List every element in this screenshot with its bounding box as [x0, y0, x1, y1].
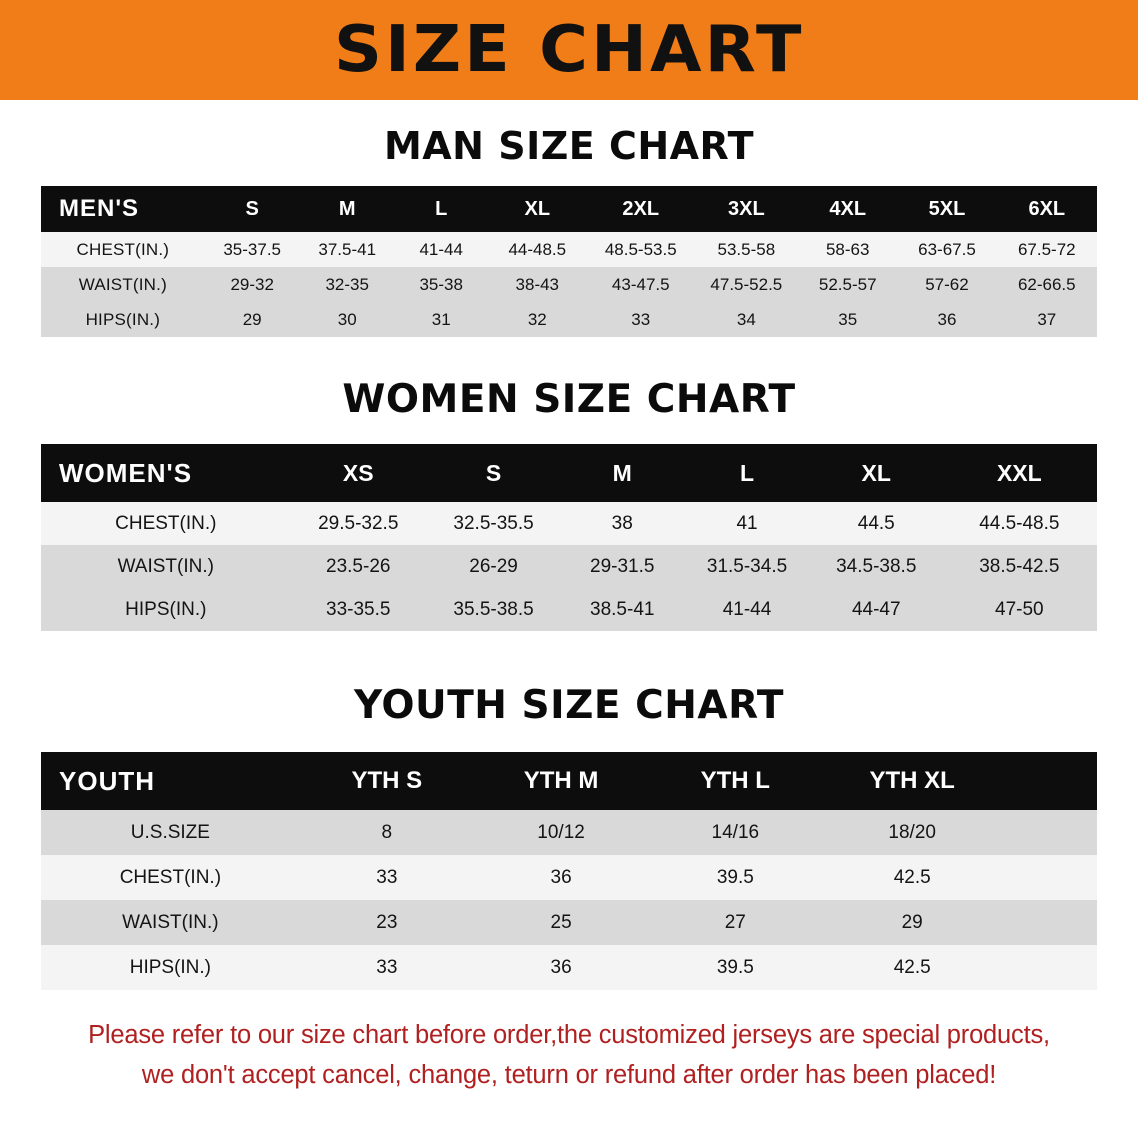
- women-table-header-row: [41, 444, 1097, 502]
- youth-cell: 8: [300, 810, 474, 855]
- man-cell: 44-48.5: [488, 232, 587, 267]
- women-cell: 26-29: [426, 545, 561, 588]
- youth-cell-spacer: [1002, 855, 1097, 900]
- youth-cell-spacer: [1002, 810, 1097, 855]
- man-cell: 63-67.5: [897, 232, 996, 267]
- women-cell: 41: [683, 502, 811, 545]
- women-cell: 31.5-34.5: [683, 545, 811, 588]
- women-row-label: WAIST(IN.): [41, 545, 291, 588]
- youth-cell-spacer: [1002, 945, 1097, 990]
- youth-header-label: YOUTH: [59, 765, 155, 796]
- man-cell: 33: [587, 302, 695, 337]
- women-cell: 38.5-42.5: [942, 545, 1097, 588]
- youth-cell: 36: [474, 945, 648, 990]
- youth-row-label: HIPS(IN.): [41, 945, 300, 990]
- man-header-cell: 6XL: [1028, 197, 1066, 220]
- youth-cell: 42.5: [822, 855, 1002, 900]
- youth-row-label: WAIST(IN.): [41, 900, 300, 945]
- man-cell: 35-38: [395, 267, 488, 302]
- youth-cell: 39.5: [648, 945, 822, 990]
- women-cell: 44.5-48.5: [942, 502, 1097, 545]
- women-row-label: CHEST(IN.): [41, 502, 291, 545]
- man-cell: 37.5-41: [300, 232, 395, 267]
- women-header-cell: M: [612, 459, 632, 486]
- youth-cell: 18/20: [822, 810, 1002, 855]
- man-cell: 32: [488, 302, 587, 337]
- women-cell: 41-44: [683, 588, 811, 631]
- table-row: [41, 588, 1097, 631]
- man-cell: 38-43: [488, 267, 587, 302]
- man-cell: 29-32: [205, 267, 300, 302]
- man-cell: 31: [395, 302, 488, 337]
- man-cell: 29: [205, 302, 300, 337]
- women-cell: 23.5-26: [291, 545, 426, 588]
- man-cell: 34: [695, 302, 798, 337]
- youth-cell: 36: [474, 855, 648, 900]
- youth-row-label: CHEST(IN.): [41, 855, 300, 900]
- youth-table-wrapper: [41, 752, 1097, 990]
- man-table-wrapper: [41, 186, 1097, 337]
- youth-size-table: [41, 752, 1097, 990]
- women-size-table: [41, 444, 1097, 631]
- women-header-cell: S: [485, 459, 502, 486]
- table-row: [41, 900, 1097, 945]
- women-cell: 32.5-35.5: [426, 502, 561, 545]
- table-row: [41, 545, 1097, 588]
- youth-cell: 42.5: [822, 945, 1002, 990]
- table-row: [41, 267, 1097, 302]
- youth-header-cell: YTH XL: [869, 767, 955, 794]
- man-header-cell: M: [338, 197, 356, 220]
- youth-cell: 14/16: [648, 810, 822, 855]
- youth-table-header-row: [41, 752, 1097, 810]
- women-cell: 29.5-32.5: [291, 502, 426, 545]
- man-cell: 35: [798, 302, 897, 337]
- women-header-cell: XXL: [996, 459, 1042, 486]
- man-cell: 35-37.5: [205, 232, 300, 267]
- youth-header-cell: YTH S: [351, 767, 423, 794]
- women-cell: 33-35.5: [291, 588, 426, 631]
- man-header-cell: 5XL: [928, 197, 966, 220]
- man-header-cell: S: [245, 197, 259, 220]
- man-cell: 57-62: [897, 267, 996, 302]
- table-row: [41, 810, 1097, 855]
- man-header-cell: 2XL: [622, 197, 660, 220]
- man-section-heading: MAN SIZE CHART: [383, 124, 755, 168]
- banner: [0, 0, 1138, 100]
- youth-cell: 23: [300, 900, 474, 945]
- women-cell: 38.5-41: [561, 588, 683, 631]
- youth-cell-spacer: [1002, 900, 1097, 945]
- man-cell: 62-66.5: [997, 267, 1097, 302]
- man-cell: 53.5-58: [695, 232, 798, 267]
- man-cell: 52.5-57: [798, 267, 897, 302]
- table-row: [41, 302, 1097, 337]
- youth-cell: 33: [300, 945, 474, 990]
- disclaimer-line-2: we don't accept cancel, change, teturn or refund after order has been placed!: [141, 1060, 997, 1089]
- man-header-cell: 4XL: [829, 197, 867, 220]
- man-cell: 41-44: [395, 232, 488, 267]
- man-header-label: MEN'S: [59, 195, 140, 222]
- man-cell: 67.5-72: [997, 232, 1097, 267]
- youth-cell: 25: [474, 900, 648, 945]
- man-row-label: CHEST(IN.): [41, 232, 205, 267]
- women-header-cell: XL: [861, 459, 891, 486]
- man-header-cell: 3XL: [728, 197, 765, 220]
- women-row-label: HIPS(IN.): [41, 588, 291, 631]
- women-cell: 38: [561, 502, 683, 545]
- table-row: [41, 232, 1097, 267]
- table-row: [41, 945, 1097, 990]
- youth-header-spacer: [1002, 752, 1097, 810]
- women-header-cell: XS: [342, 459, 374, 486]
- youth-section-heading: YOUTH SIZE CHART: [354, 683, 784, 728]
- man-cell: 30: [300, 302, 395, 337]
- man-cell: 48.5-53.5: [587, 232, 695, 267]
- man-cell: 32-35: [300, 267, 395, 302]
- youth-cell: 27: [648, 900, 822, 945]
- women-cell: 47-50: [942, 588, 1097, 631]
- table-row: [41, 855, 1097, 900]
- man-row-label: WAIST(IN.): [41, 267, 205, 302]
- youth-cell: 29: [822, 900, 1002, 945]
- man-size-table: [41, 186, 1097, 337]
- man-row-label: HIPS(IN.): [41, 302, 205, 337]
- women-cell: 34.5-38.5: [811, 545, 942, 588]
- man-header-cell: XL: [524, 197, 551, 220]
- women-cell: 44.5: [811, 502, 942, 545]
- women-cell: 29-31.5: [561, 545, 683, 588]
- women-cell: 44-47: [811, 588, 942, 631]
- youth-row-label: U.S.SIZE: [41, 810, 300, 855]
- women-cell: 35.5-38.5: [426, 588, 561, 631]
- man-cell: 47.5-52.5: [695, 267, 798, 302]
- women-section-heading: WOMEN SIZE CHART: [342, 377, 796, 422]
- man-cell: 37: [997, 302, 1097, 337]
- man-cell: 36: [897, 302, 996, 337]
- man-cell: 58-63: [798, 232, 897, 267]
- women-header-cell: L: [740, 459, 755, 486]
- man-cell: 43-47.5: [587, 267, 695, 302]
- man-header-cell: L: [435, 197, 448, 220]
- man-table-header-row: [41, 186, 1097, 232]
- women-header-label: WOMEN'S: [59, 457, 193, 488]
- disclaimer-note: [39, 1016, 1099, 1095]
- youth-header-cell: YTH M: [523, 767, 599, 794]
- youth-cell: 10/12: [474, 810, 648, 855]
- youth-cell: 39.5: [648, 855, 822, 900]
- disclaimer-line-1: Please refer to our size chart before order,the customized jerseys are special products,: [88, 1021, 1050, 1049]
- youth-header-cell: YTH L: [700, 767, 770, 794]
- banner-title: SIZE CHART: [333, 13, 805, 87]
- youth-cell: 33: [300, 855, 474, 900]
- table-row: [41, 502, 1097, 545]
- women-table-wrapper: [41, 444, 1097, 631]
